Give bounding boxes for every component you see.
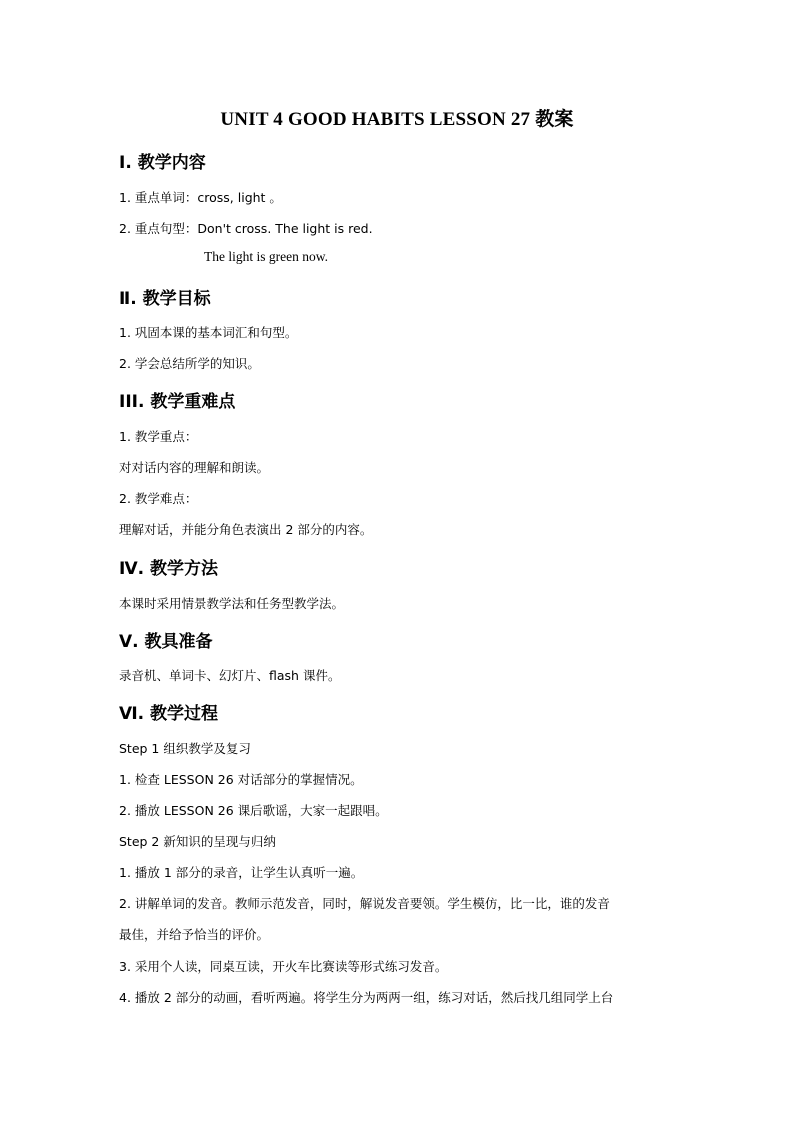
objectives-line-2: 2. 学会总结所学的知识。 [119, 356, 260, 371]
key-points-line-1: 1. 教学重点： [119, 429, 198, 444]
content-line-3: The light is green now. [204, 249, 328, 264]
section-heading-key-points: III. 教学重难点 [119, 392, 236, 412]
section-heading-materials: Ⅴ. 教具准备 [119, 632, 213, 652]
materials-line-1: 录音机、单词卡、幻灯片、flash 课件。 [119, 668, 341, 683]
process-line-7: 最佳，并给予恰当的评价。 [119, 927, 270, 942]
process-line-8: 3. 采用个人读，同桌互读，开火车比赛读等形式练习发音。 [119, 959, 448, 974]
key-points-line-2: 对对话内容的理解和朗读。 [119, 460, 270, 475]
methods-line-1: 本课时采用情景教学法和任务型教学法。 [119, 596, 345, 611]
key-points-line-4: 理解对话，并能分角色表演出 2 部分的内容。 [119, 522, 373, 537]
section-heading-objectives: Ⅱ. 教学目标 [119, 289, 211, 309]
document-title: UNIT 4 GOOD HABITS LESSON 27 教案 [220, 109, 574, 130]
objectives-line-1: 1. 巩固本课的基本词汇和句型。 [119, 325, 298, 340]
process-line-1: Step 1 组织教学及复习 [119, 741, 251, 756]
process-line-6: 2. 讲解单词的发音。教师示范发音，同时，解说发音要领。学生模仿，比一比，谁的发音 [119, 896, 610, 911]
section-heading-process: Ⅵ. 教学过程 [119, 704, 219, 724]
content-line-1: 1. 重点单词：cross, light 。 [119, 190, 282, 205]
process-line-5: 1. 播放 1 部分的录音，让学生认真听一遍。 [119, 865, 364, 880]
process-line-4: Step 2 新知识的呈现与归纳 [119, 834, 276, 849]
section-heading-content: Ⅰ. 教学内容 [119, 153, 206, 173]
process-line-9: 4. 播放 2 部分的动画，看听两遍。将学生分为两两一组，练习对话，然后找几组同学上台 [119, 990, 614, 1005]
section-heading-methods: Ⅳ. 教学方法 [119, 559, 219, 579]
process-line-2: 1. 检查 LESSON 26 对话部分的掌握情况。 [119, 772, 363, 787]
process-line-3: 2. 播放 LESSON 26 课后歌谣，大家一起跟唱。 [119, 803, 388, 818]
content-line-2: 2. 重点句型：Don't cross. The light is red. [119, 221, 373, 236]
key-points-line-3: 2. 教学难点： [119, 491, 198, 506]
